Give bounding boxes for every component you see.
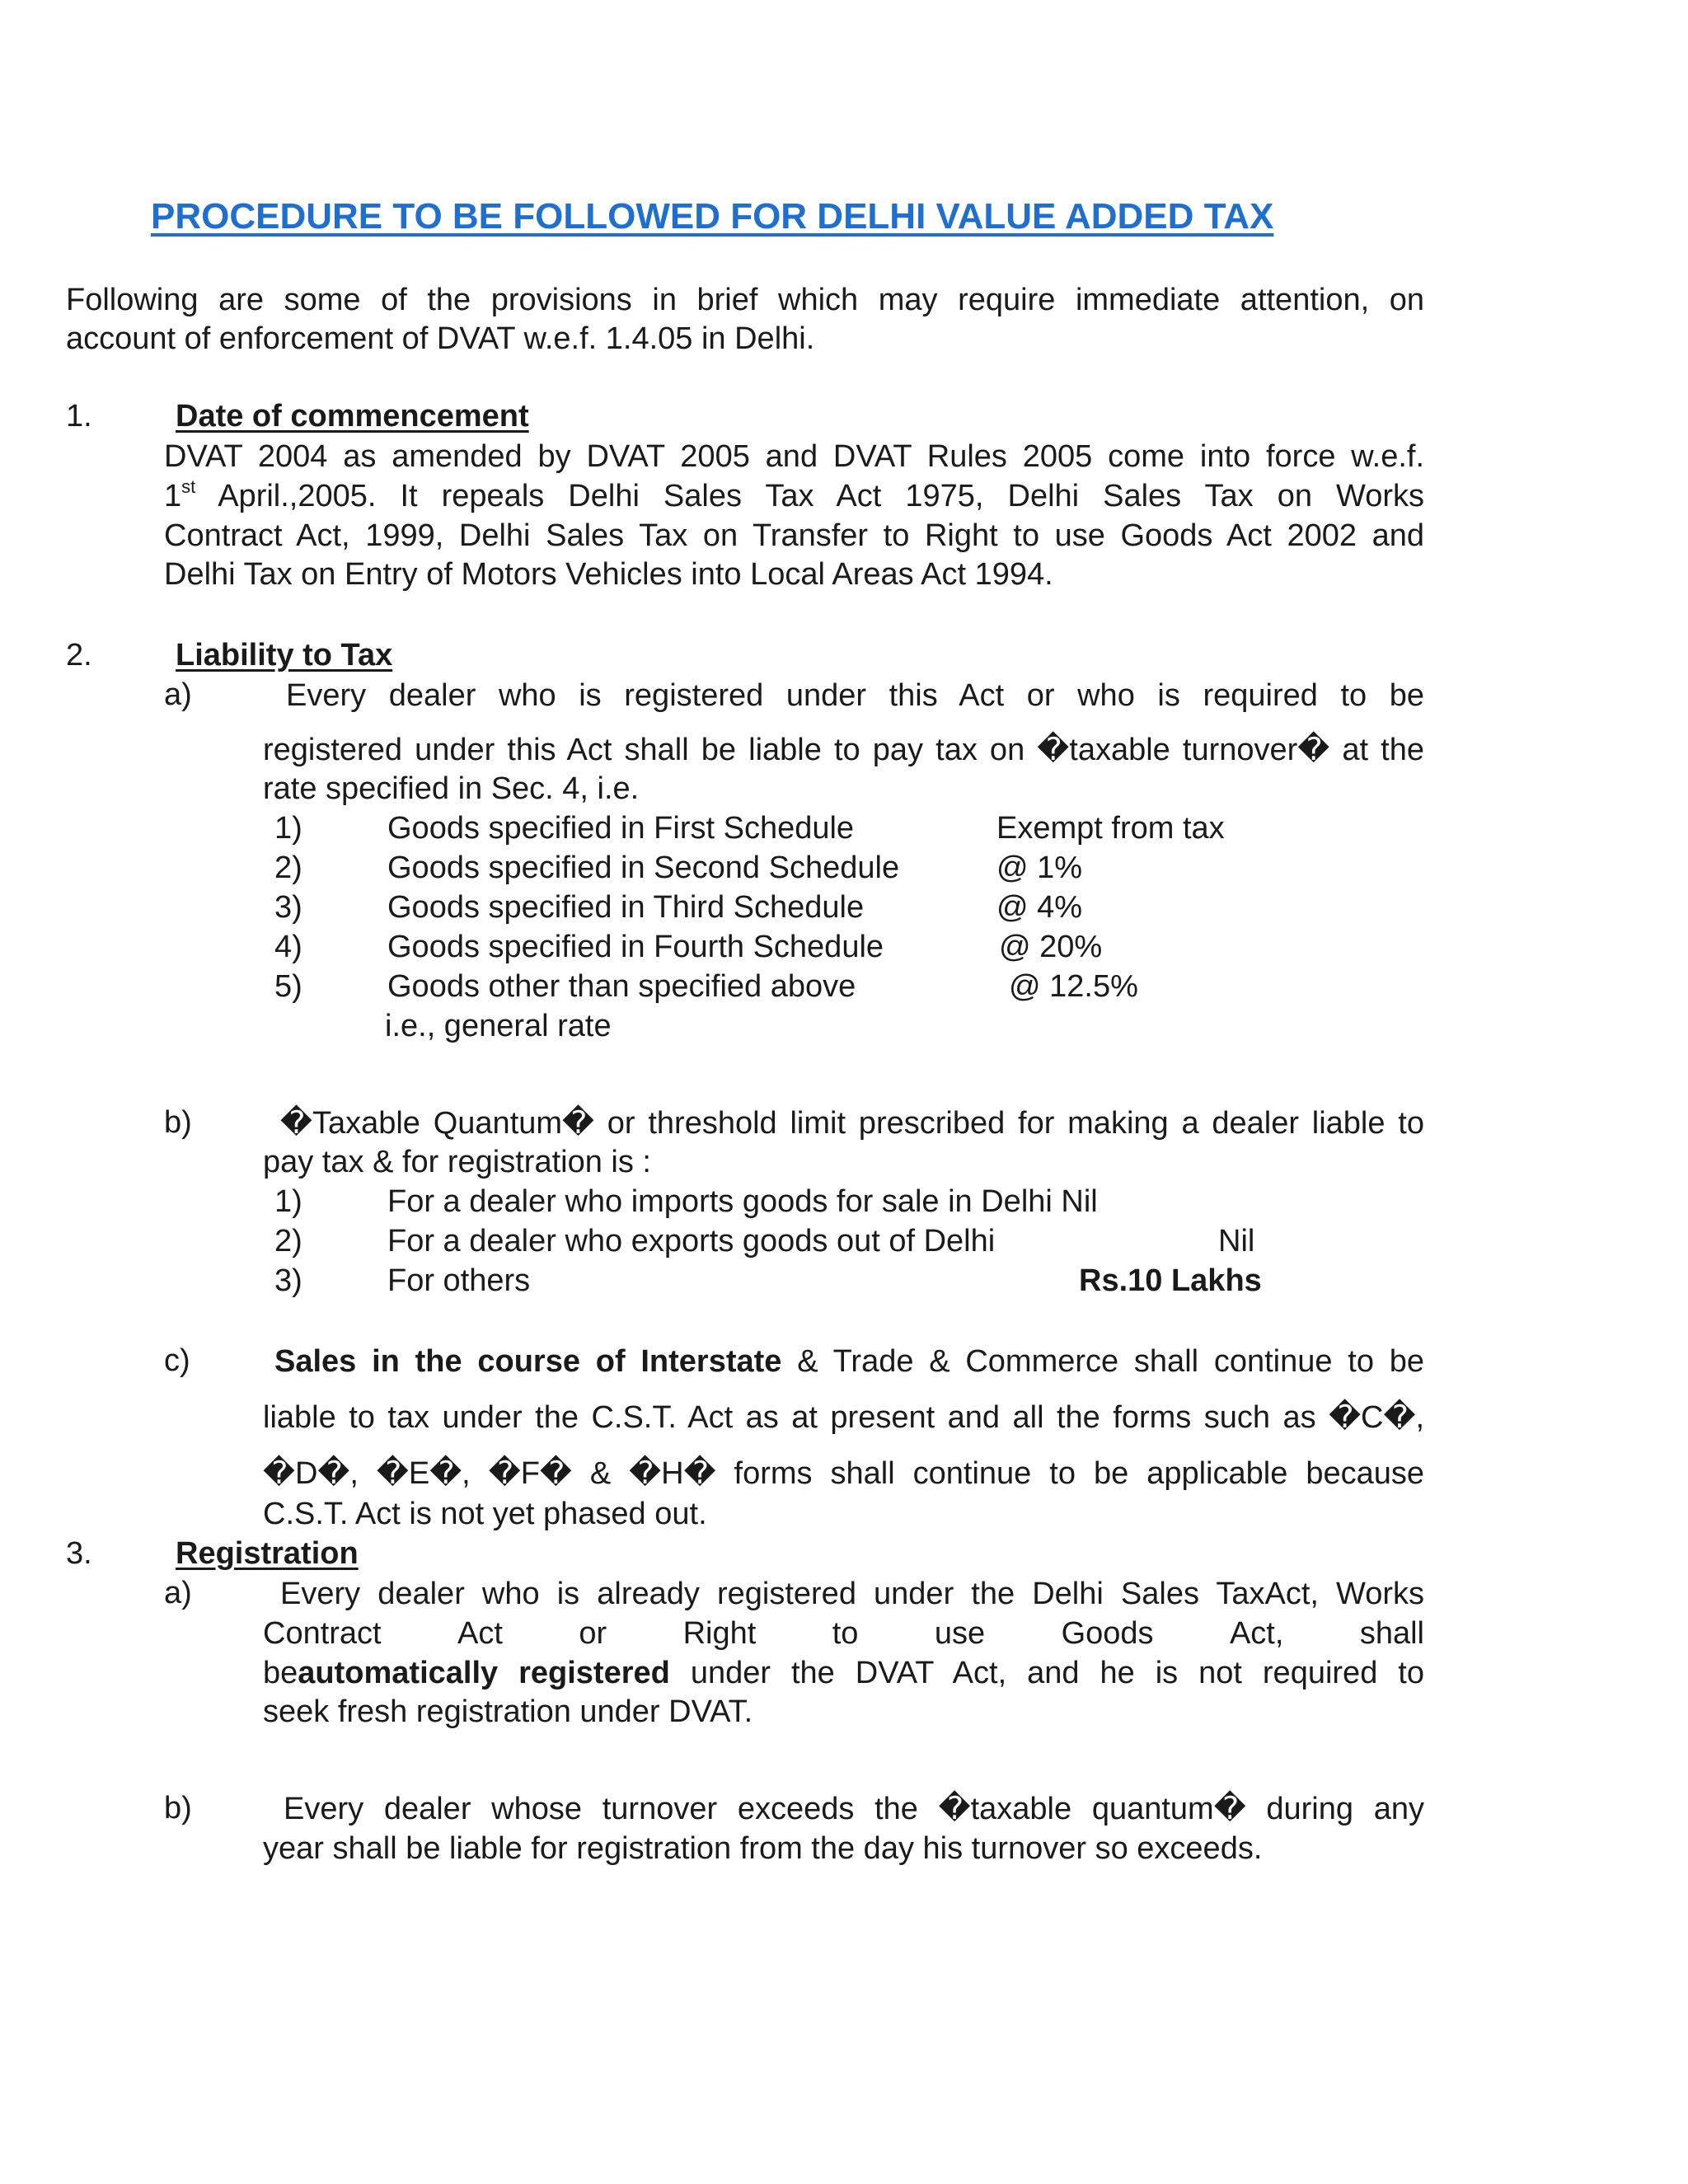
intro-line-1: Following are some of the provisions in brief which may require immediate attention, on: [66, 283, 1424, 317]
word: Goods: [1061, 1616, 1154, 1651]
rate-item-rate: @ 20%: [999, 930, 1103, 964]
section-3a-line-1: Every dealer who is already registered under the Delhi Sales TaxAct, Works: [280, 1577, 1424, 1611]
section-2c-label: c): [164, 1343, 190, 1378]
section-1-line-1: DVAT 2004 as amended by DVAT 2005 and DVAT Rules 2005 come into force w.e.f.: [164, 439, 1424, 474]
section-3a-label: a): [164, 1576, 192, 1610]
section-3b-line-1: Every dealer whose turnover exceeds the �taxable quantum� during any: [284, 1792, 1424, 1826]
rate-item-rate: @ 1%: [996, 851, 1083, 885]
rate-item-rate: Exempt from tax: [996, 811, 1225, 846]
section-2c-line-4: C.S.T. Act is not yet phased out.: [263, 1497, 707, 1531]
section-2-number: 2.: [66, 638, 92, 673]
rate-item-goods: Goods specified in First Schedule: [387, 811, 855, 846]
rate-item-rate: @ 4%: [996, 890, 1083, 925]
rate-item-number: 5): [274, 969, 302, 1004]
section-1-heading: Date of commencement: [176, 399, 529, 434]
quantum-item-number: 2): [274, 1224, 302, 1258]
section-2a-label: a): [164, 677, 192, 712]
rate-item-rate: @ 12.5%: [1009, 969, 1138, 1004]
section-3a-line-3: beautomatically registered under the DVAT Act, and he is not required to: [263, 1656, 1424, 1690]
rate-item-number: 3): [274, 890, 302, 925]
quantum-item-value: Nil: [1218, 1224, 1255, 1258]
word: Contract: [263, 1616, 382, 1651]
section-3b-line-2: year shall be liable for registration from the day his turnover so exceeds.: [263, 1831, 1263, 1866]
rate-item-number: 4): [274, 930, 302, 964]
section-3a-line-2: [263, 1614, 1424, 1653]
word: Right: [682, 1616, 757, 1651]
section-2a-line-1: Every dealer who is registered under this Act or who is required to be: [286, 678, 1424, 713]
rate-item-goods: Goods specified in Fourth Schedule: [387, 930, 884, 964]
word: to: [832, 1616, 859, 1651]
section-1-number: 1.: [66, 399, 92, 434]
word: Act,: [1229, 1616, 1284, 1651]
rate-item-continuation: i.e., general rate: [385, 1009, 612, 1043]
page-title: PROCEDURE TO BE FOLLOWED FOR DELHI VALUE ADDED TAX: [151, 196, 1274, 237]
word: or: [579, 1616, 607, 1651]
section-2b-label: b): [164, 1105, 192, 1140]
rate-item-number: 1): [274, 811, 302, 846]
rate-item-goods: Goods other than specified above: [387, 969, 856, 1004]
section-2c-line-1: Sales in the course of Interstate & Trade & Commerce shall continue to be: [274, 1344, 1424, 1379]
section-1-line-2: 1st April.,2005. It repeals Delhi Sales Tax Act 1975, Delhi Sales Tax on Works: [164, 476, 1424, 513]
section-3-number: 3.: [66, 1536, 92, 1571]
section-1-line-4: Delhi Tax on Entry of Motors Vehicles into Local Areas Act 1994.: [164, 557, 1053, 592]
section-2b-line-1: �Taxable Quantum� or threshold limit prescribed for making a dealer liable to: [280, 1106, 1424, 1141]
section-2a-line-2: registered under this Act shall be liable to pay tax on �taxable turnover� at the: [263, 733, 1424, 767]
section-2c-line-3: �D�, �E�, �F� & �H� forms shall continue to be applicable because: [263, 1456, 1424, 1491]
quantum-item-text: For a dealer who exports goods out of Delhi: [387, 1224, 996, 1258]
quantum-item-text: For others: [387, 1263, 531, 1298]
quantum-item-number: 3): [274, 1263, 302, 1298]
rate-item-goods: Goods specified in Third Schedule: [387, 890, 865, 925]
quantum-item-number: 1): [274, 1184, 302, 1219]
section-2b-line-2: pay tax & for registration is :: [263, 1145, 651, 1179]
word: use: [934, 1616, 986, 1651]
section-3a-line-2-words: [263, 1614, 1424, 1653]
rate-item-goods: Goods specified in Second Schedule: [387, 851, 900, 885]
word: shall: [1359, 1616, 1424, 1651]
rate-item-number: 2): [274, 851, 302, 885]
word: Act: [457, 1616, 503, 1651]
section-2c-line-2: liable to tax under the C.S.T. Act as at present and all the forms such as �C�,: [263, 1400, 1424, 1435]
section-3a-line-4: seek fresh registration under DVAT.: [263, 1694, 753, 1729]
quantum-item-value: Rs.10 Lakhs: [1079, 1263, 1262, 1298]
section-3b-label: b): [164, 1791, 192, 1825]
section-1-line-3: Contract Act, 1999, Delhi Sales Tax on Transfer to Right to use Goods Act 2002 and: [164, 518, 1424, 553]
section-3-heading: Registration: [176, 1536, 359, 1571]
quantum-item-text: For a dealer who imports goods for sale in Delhi Nil: [387, 1184, 1098, 1219]
section-2-heading: Liability to Tax: [176, 638, 393, 673]
section-2a-line-3: rate specified in Sec. 4, i.e.: [263, 771, 640, 806]
intro-line-2: account of enforcement of DVAT w.e.f. 1.4.05 in Delhi.: [66, 321, 815, 356]
